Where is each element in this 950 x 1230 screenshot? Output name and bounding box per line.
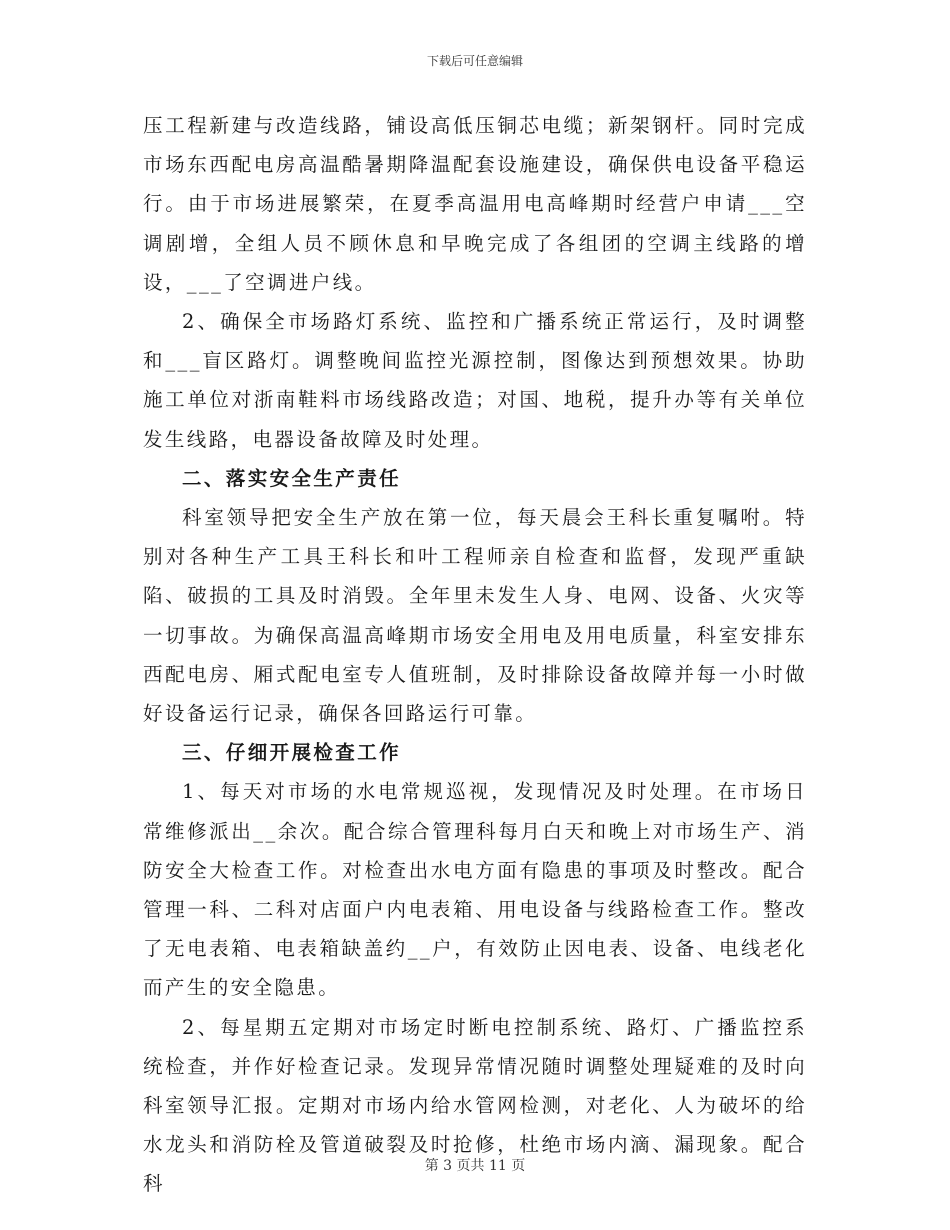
document-body bbox=[143, 106, 807, 1204]
page-footer: 第 3 页共 11 页 bbox=[424, 1158, 526, 1174]
paragraph-continuation: 压工程新建与改造线路，铺设高低压铜芯电缆；新架钢杆。同时完成市场东西配电房高温酷暑期降温配套设施建设，确保供电设备平稳运行。由于市场进展繁荣，在夏季高温用电高峰期时经营户申请___空调剧增，全组人员不顾休息和早晚完成了各组团的空调主线路的增设，___了空调进户线。 bbox=[143, 114, 807, 294]
page-header: 下载后可任意编辑 bbox=[426, 54, 523, 68]
paragraph-item-2-lighting: 2、确保全市场路灯系统、监控和广播系统正常运行，及时调整和___盲区路灯。调整晚间监控光源控制，图像达到预想效果。协助施工单位对浙南鞋料市场线路改造；对国、地税，提升办等有关单位发生线路，电器设备故障及时处理。 bbox=[143, 310, 807, 451]
paragraph-item-2-inspection: 2、每星期五定期对市场定时断电控制系统、路灯、广播监控系统检查，并作好检查记录。发现异常情况随时调整处理疑难的及时向科室领导汇报。定期对市场内给水管网检测，对老化、人为破坏的给水龙头和消防栓及管道破裂及时抢修，杜绝市场内滴、漏现象。配合科 bbox=[143, 1015, 807, 1196]
paragraph-item-1-inspection: 1、每天对市场的水电常规巡视，发现情况及时处理。在市场日常维修派出__余次。配合综合管理科每月白天和晚上对市场生产、消防安全大检查工作。对检查出水电方面有隐患的事项及时整改。配合管理一科、二科对店面户内电表箱、用电设备与线路检查工作。整改了无电表箱、电表箱缺盖约__户，有效防止因电表、设备、电线老化而产生的安全隐患。 bbox=[143, 780, 807, 1000]
paragraph-safety: 科室领导把安全生产放在第一位，每天晨会王科长重复嘱咐。特别对各种生产工具王科长和叶工程师亲自检查和监督，发现严重缺陷、破损的工具及时消毁。全年里未发生人身、电网、设备、火灾等一切事故。为确保高温高峰期市场安全用电及用电质量，科室安排东西配电房、厢式配电室专人值班制，及时排除设备故障并每一小时做好设备运行记录，确保各回路运行可靠。 bbox=[143, 506, 807, 726]
section-heading-safety: 二、落实安全生产责任 bbox=[182, 466, 402, 490]
section-heading-inspection: 三、仔细开展检查工作 bbox=[182, 741, 402, 765]
